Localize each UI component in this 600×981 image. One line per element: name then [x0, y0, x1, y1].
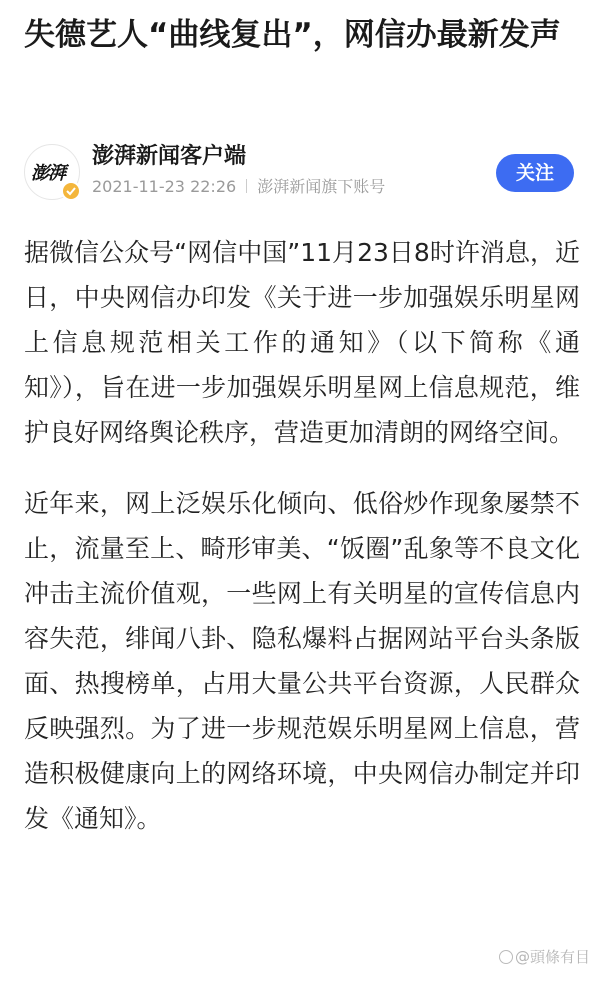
- account-type: 澎湃新闻旗下账号: [257, 177, 386, 196]
- avatar[interactable]: [24, 144, 80, 200]
- article-body: [24, 230, 580, 867]
- watermark: [499, 946, 590, 967]
- source-name[interactable]: 澎湃新闻客户端: [92, 144, 247, 169]
- watermark-text: @頭條有目: [514, 948, 590, 966]
- meta-line: [92, 176, 385, 198]
- paragraph: 据微信公众号“网信中国”11月23日8时许消息，近日，中央网信办印发《关于进一步加强娱乐明星网上信息规范相关工作的通知》（以下简称《通知》），旨在进一步加强娱乐明星网上信息规范，维护良好网络舆论秩序，营造更加清朗的网络空间。: [24, 238, 580, 447]
- article-title: 失德艺人“曲线复出”，网信办最新发声: [24, 17, 561, 53]
- paragraph: 近年来，网上泛娱乐化倾向、低俗炒作现象屡禁不止，流量至上、畸形审美、“饭圈”乱象等不良文化冲击主流价值观，一些网上有关明星的宣传信息内容失范，绯闻八卦、隐私爆料占据网站平台头条版面、热搜榜单，占用大量公共平台资源，人民群众反映强烈。为了进一步规范娱乐明星网上信息，营造积极健康向上的网络环境，中央网信办制定并印发《通知》。: [24, 489, 580, 833]
- author-bar: [20, 140, 580, 204]
- watermark-logo-icon: [499, 950, 513, 964]
- avatar-logo: 澎湃: [31, 163, 65, 184]
- follow-button[interactable]: 关注: [496, 154, 574, 192]
- checkmark-icon: [65, 185, 77, 197]
- verified-badge-icon: [61, 181, 81, 201]
- publish-datetime: 2021-11-23 22:26: [92, 177, 237, 196]
- meta-divider: [246, 179, 247, 193]
